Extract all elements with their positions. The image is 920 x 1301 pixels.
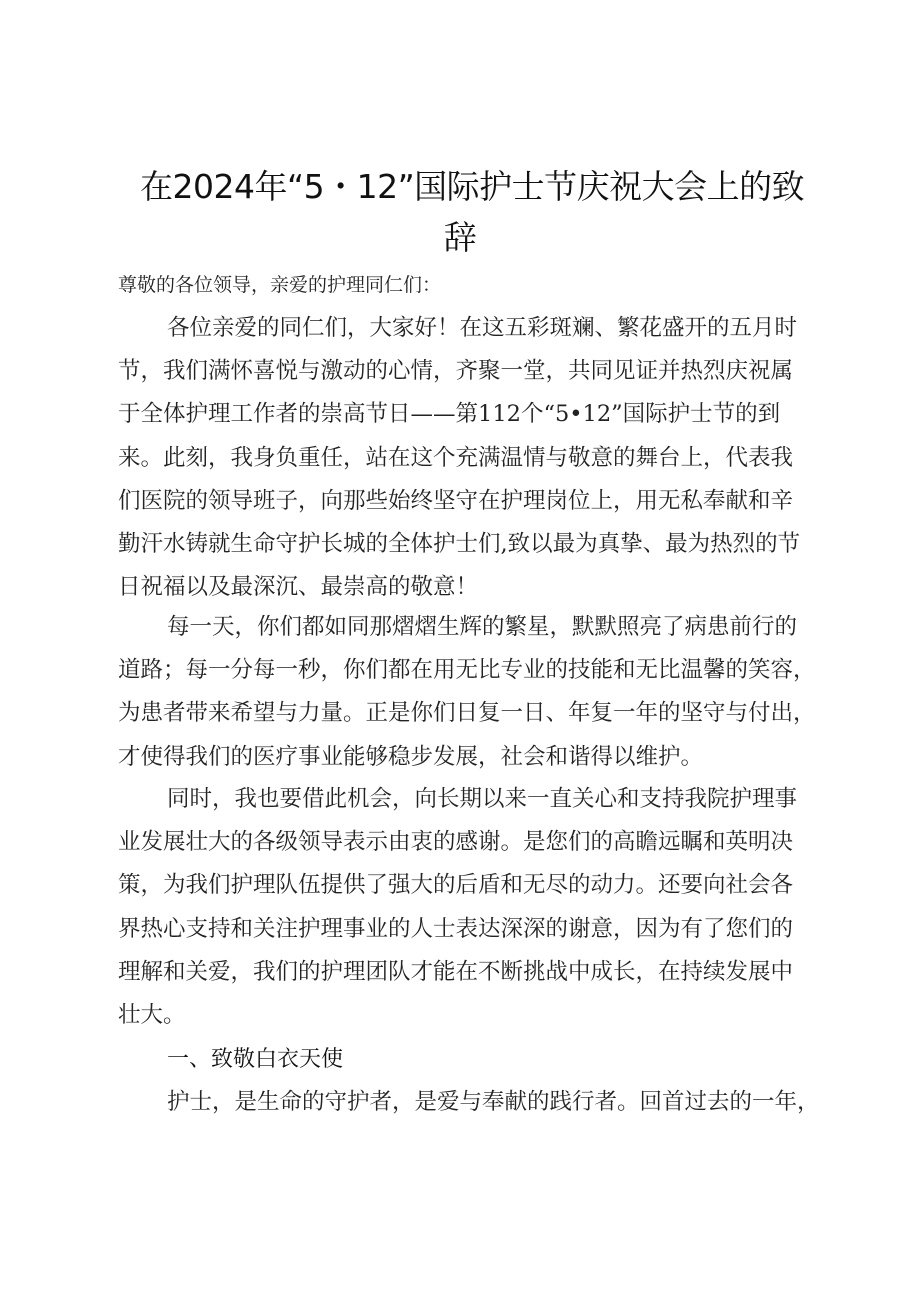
document-title-line-2: 辞 (443, 218, 477, 257)
salutation: 尊敬的各位领导，亲爱的护理同仁们： (118, 274, 442, 296)
paragraph-line: 理解和关爱，我们的护理团队才能在不断挑战中成长，在持续发展中 (118, 958, 794, 985)
section-heading: 一、致敬白衣天使 (167, 1047, 344, 1072)
paragraph-line: 于全体护理工作者的崇高节日——第112个“5•12”国际护士节的到 (118, 401, 781, 428)
paragraph-line: 策，为我们护理队伍提供了强大的后盾和无尽的动力。还要向社会各 (118, 872, 794, 899)
paragraph-line: 业发展壮大的各级领导表示由衷的感谢。是您们的高瞻远瞩和英明决 (118, 829, 794, 856)
paragraph-line: 每一天，你们都如同那熠熠生辉的繁星，默默照亮了病患前行的 (167, 614, 798, 640)
paragraph-line: 们医院的领导班子，向那些始终坚守在护理岗位上，用无私奉献和辛 (118, 487, 794, 514)
paragraph-line: 各位亲爱的同仁们，大家好！在这五彩斑斓、繁花盛开的五月时 (167, 315, 798, 341)
paragraph-line: 道路；每一分每一秒，你们都在用无比专业的技能和无比温馨的笑容， (118, 657, 816, 684)
paragraph-line: 节，我们满怀喜悦与激动的心情，齐聚一堂，共同见证并热烈庆祝属 (118, 358, 794, 385)
paragraph-line: 壮大。 (118, 1001, 186, 1028)
paragraph-line: 日祝福以及最深沉、最崇高的敬意！ (118, 574, 479, 601)
paragraph-opening (118, 307, 818, 609)
document-title-line-1: 在2024年“5・12”国际护士节庆祝大会上的致 (140, 167, 805, 206)
paragraph-line: 才使得我们的医疗事业能够稳步发展，社会和谐得以维护。 (118, 743, 704, 770)
paragraph-line: 来。此刻，我身负重任，站在这个充满温情与敬意的舞台上，代表我 (118, 444, 794, 471)
paragraph-every-day (118, 606, 818, 779)
paragraph-line: 护士，是生命的守护者，是爱与奉献的践行者。回首过去的一年， (167, 1089, 820, 1115)
paragraph-line: 勤汗水铸就生命守护长城的全体护士们,致以最为真挚、最为热烈的节 (118, 530, 801, 557)
paragraph-line: 同时，我也要借此机会，向长期以来一直关心和支持我院护理事 (167, 786, 798, 812)
paragraph-thanks (118, 778, 818, 1037)
paragraph-line: 为患者带来希望与力量。正是你们日复一日、年复一年的坚守与付出， (118, 700, 816, 727)
paragraph-section-1 (118, 1081, 818, 1124)
paragraph-line: 界热心支持和关注护理事业的人士表达深深的谢意，因为有了您们的 (118, 915, 794, 942)
